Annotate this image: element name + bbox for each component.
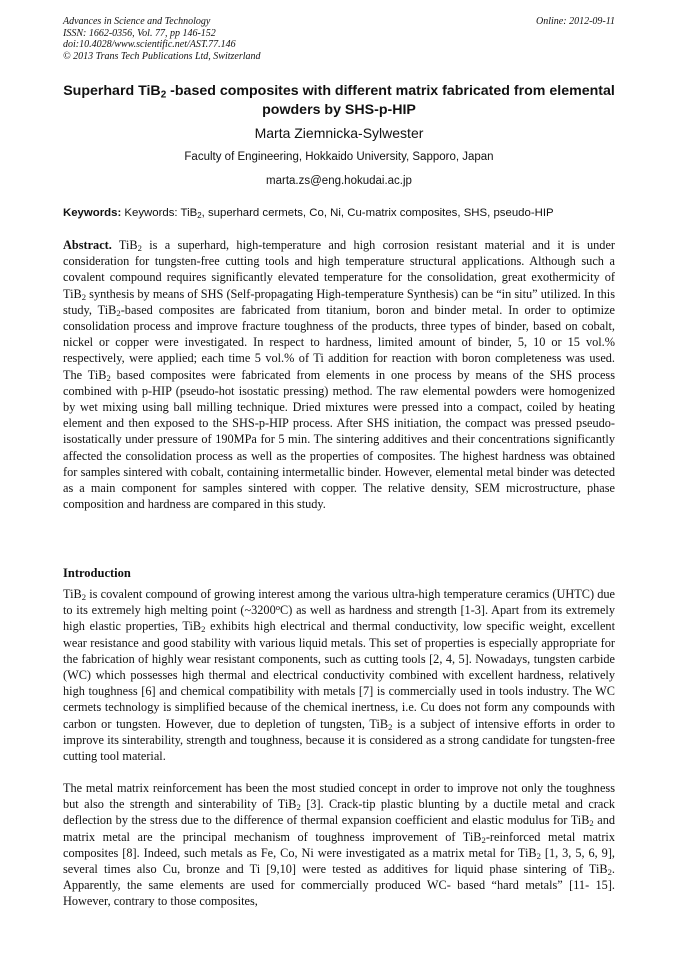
abstract-label: Abstract.: [63, 238, 112, 252]
author-email: marta.zs@eng.hokudai.ac.jp: [266, 175, 412, 187]
author-name: Marta Ziemnicka-Sylwester: [254, 125, 424, 141]
author-affiliation: Faculty of Engineering, Hokkaido University, Sapporo, Japan: [184, 151, 494, 163]
keywords-line: Keywords: Keywords: TiB$_2$, superhard cermets, Co, Ni, Cu-matrix composites, SHS, pseudo-HIP: [63, 207, 554, 220]
journal-name: Advances in Science and Technology: [63, 16, 211, 27]
abstract-paragraph: Abstract. TiB$_2$ is a superhard, high-temperature and high corrosion resistant material and it is under consideration for tungsten-free cutting tools and high temperature structural applications. Although such a covalent compound requires significantly elevated temperature for the consolidation, great exothermicity of TiB$_2$ synthesis by means of SHS (Self-propagating High-temperature Synthesis) can be “in situ” utilized. In this study, TiB$_2$-based composites are fabricated from titanium, boron and binder metal. In order to optimize consolidation process and improve fracture toughness of the products, three types of binder, based on cobalt, nickel or copper were investigated. In respect to hardness, limited amount of binder, 5, 10 or 15 vol.% respectively, were applied; each time 5 vol.% of Ti addition for reaction with boron completeness was used. The TiB$_2$ based composites were fabricated from elements in one process by means of the SHS process combined with p-HIP (pseudo-hot isostatic pressing) method. The raw elemental powders were homogenized by wet mixing using ball milling technique. Dried mixtures were pressed into a compact, coiled by heating element and then exposed to the SHS-p-HIP process. After SHS initiation, the compact was pressed pseudo-isostatically under pressure of 190MPa for 5 min. The sintering additives and their concentrations significantly affected the consolidation process as well as the properties of composites. The highest hardness was obtained for samples sintered with cobalt, containing intermetallic binder. However, elemental metal binder was detected as a main component for samples sintered with copper. The relative density, SEM microstructure, phase composition and hardness are compared in this study.: [63, 238, 615, 512]
journal-header: [63, 16, 615, 62]
online-date: Online: 2012-09-11: [536, 16, 615, 27]
introduction-heading: Introduction: [63, 566, 131, 580]
introduction-paragraph-1: TiB$_2$ is covalent compound of growing interest among the various ultra-high temperature ceramics (UHTC) due to its extremely high melting point (~3200$^o$C) as well as hardness and strength [1-3]. Apart from its extremely high elastic properties, TiB$_2$ exhibits high electrical and thermal conductivity, low specific weight, excellent wear resistance and good stability with various liquid metals. This set of properties is especially appropriate for the fabrication of highly wear resistant components, such as cutting tools [2, 4, 5]. Nowadays, tungsten carbide (WC) which possesses high thermal and electrical conductivity combined with excellent hardness, relatively high toughness [6] and chemical compatibility with metals [7] is commercially used in tools industry. The WC cermets technology is simplified because of the chemical inertness, i.e. Cu does not form any compounds with carbon or tungsten. However, due to depletion of tungsten, TiB$_2$ is a subject of intensive efforts in order to improve its sinterability, strength and toughness, because it is considered as a strong candidate for tungsten-free cutting tool material.: [63, 587, 615, 764]
keywords-label: Keywords:: [63, 207, 122, 219]
paper-title: Superhard TiB$_2$ -based composites with different matrix fabricated from elemental powders by SHS-p-HIP: [63, 83, 615, 118]
doi-line: doi:10.4028/www.scientific.net/AST.77.146: [63, 39, 236, 51]
introduction-paragraph-2: The metal matrix reinforcement has been the most studied concept in order to improve not only the toughness but also the strength and sinterability of TiB$_2$ [3]. Crack-tip plastic blunting by a ductile metal and crack deflection by the stress due to the difference of thermal expansion coefficient and elastic modulus for TiB$_2$ and matrix metal are the principal mechanism of toughness improvement of TiB$_2$-reinforced metal matrix composites [8]. Indeed, such metals as Fe, Co, Ni were investigated as a matrix metal for TiB$_2$ [1, 3, 5, 6, 9], several times also Cu, bronze and Ti [9,10] were tested as additives for liquid phase sintering of TiB$_2$. Apparently, the same elements are used for commercially produced WC- based “hard metals” [11- 15]. However, contrary to those composites,: [63, 781, 615, 909]
copyright-line: © 2013 Trans Tech Publications Ltd, Switzerland: [63, 50, 261, 62]
issn-line: ISSN: 1662-0356, Vol. 77, pp 146-152: [63, 27, 216, 39]
